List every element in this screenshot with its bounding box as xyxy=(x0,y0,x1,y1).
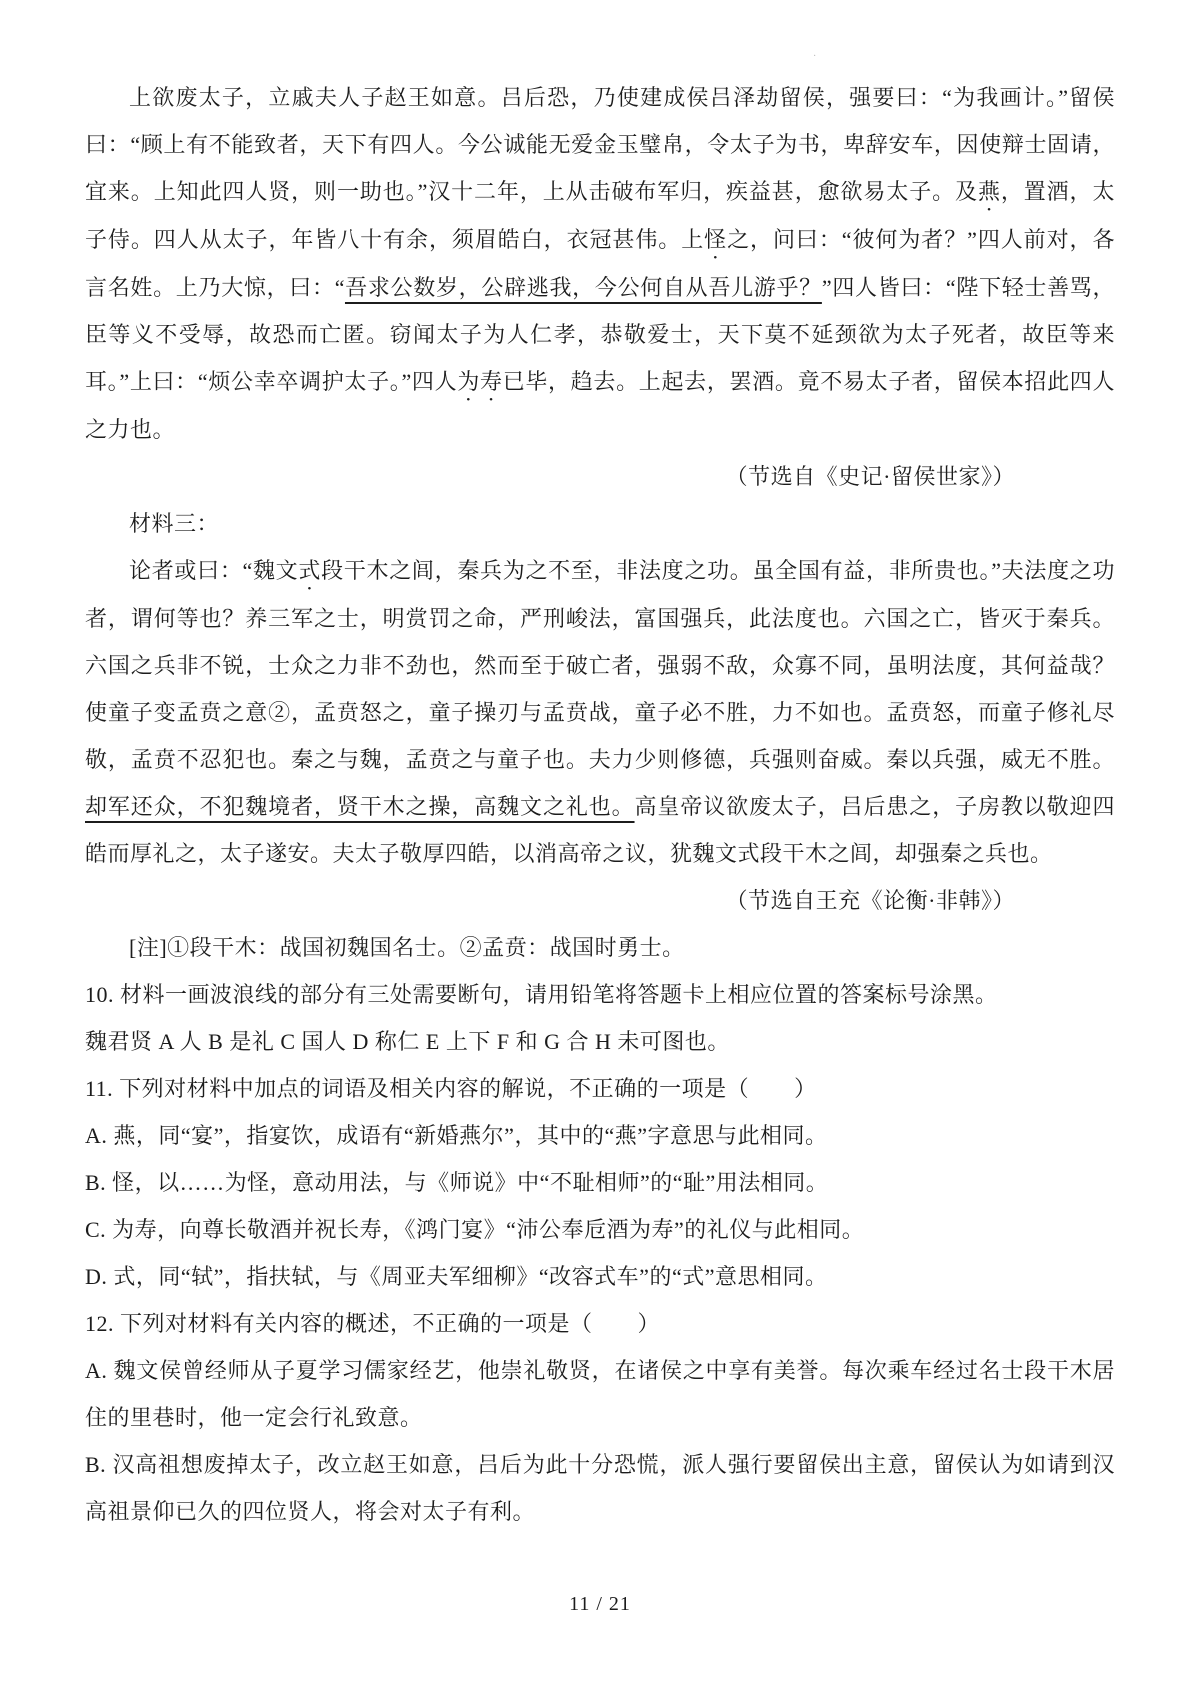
text-run: 论者或曰：“魏文 xyxy=(129,558,299,583)
question-11-option-a xyxy=(85,1112,1115,1159)
question-10 xyxy=(85,971,1115,1018)
text-run: [注]①段干木：战国初魏国名士。②孟贲：战国时勇士。 xyxy=(129,935,685,960)
text-run: 材料三： xyxy=(129,511,220,536)
text-run: B. 汉高祖想废掉太子，改立赵王如意，吕后为此十分恐慌，派人强行要留侯出主意，留侯认为如请到汉高祖景仰已久的四位贤人，将会对太子有利。 xyxy=(85,1452,1115,1524)
emphasis-dotted-text: 怪 xyxy=(704,227,728,252)
text-run: 之，问曰：“彼何为者？”四人前对，各言名姓。上乃大惊，曰：“ xyxy=(85,227,1115,300)
text-run: （节选自《史记·留侯世家》） xyxy=(725,464,1015,489)
page-number: 11 / 21 xyxy=(569,1593,631,1615)
question-11-option-b xyxy=(85,1159,1115,1206)
text-run: A. 魏文侯曾经师从子夏学习儒家经艺，他崇礼敬贤，在诸侯之中享有美誉。每次乘车经过名士段干木居住的里巷时，他一定会行礼致意。 xyxy=(85,1358,1115,1430)
question-11-option-d xyxy=(85,1253,1115,1300)
text-run: 魏君贤 A 人 B 是礼 C 国人 D 称仁 E 上下 F 和 G 合 H 未可图也。 xyxy=(85,1029,730,1054)
question-12-option-a xyxy=(85,1347,1115,1441)
underlined-text: 却军还众，不犯魏境者，贤干木之操，高魏文之礼也。 xyxy=(85,794,635,819)
question-11-option-c xyxy=(85,1206,1115,1253)
text-run: D. 式，同“轼”，指扶轼，与《周亚夫军细柳》“改容式车”的“式”意思相同。 xyxy=(85,1264,828,1289)
citation-shiji xyxy=(85,453,1115,500)
text-run: ，置酒，太子侍。四人从太子，年皆八十有余，须眉皓白，衣冠甚伟。上 xyxy=(85,179,1115,252)
text-run: 已毕，趋去。上起去，罢酒。竟不易太子者，留侯本招此四人之力也。 xyxy=(85,369,1115,442)
text-run: 高皇帝议欲废太子，吕后患之，子房教以敬迎四皓而厚礼之，太子遂安。夫太子敬厚四皓，以消高帝之议，犹魏文式段干木之闾，却强秦之兵也。 xyxy=(85,794,1115,866)
text-run: ”四人皆曰：“陛下轻士善骂，臣等义不受辱，故恐而亡匿。窃闻太子为人仁孝，恭敬爱士，天下莫不延颈欲为太子死者，故臣等来耳。”上曰：“烦公幸卒调护太子。”四人 xyxy=(85,275,1116,394)
text-run: 上欲废太子，立戚夫人子赵王如意。吕后恐，乃使建成侯吕泽劫留侯，强要曰：“为我画计。”留侯曰：“顾上有不能致者，天下有四人。今公诚能无爱金玉璧帛，令太子为书，卑辞安车，因使辩士固请，宜来。上知此四人贤，则一助也。”汉十二年，上从击破布军归，疾益甚，愈欲易太子。及 xyxy=(85,85,1115,204)
material-three-paragraph xyxy=(85,547,1115,877)
sentence-segmentation-line xyxy=(85,1018,1115,1065)
text-run: B. 怪，以……为怪，意动用法，与《师说》中“不耻相师”的“耻”用法相同。 xyxy=(85,1170,829,1195)
text-run: 段干木之闾，秦兵为之不至，非法度之功。虽全国有益，非所贵也。”夫法度之功者，谓何等也？养三军之士，明赏罚之命，严刑峻法，富国强兵，此法度也。六国之亡，皆灭于秦兵。六国之兵非不锐，士众之力非不劲也，然而至于破亡者，强弱不敌，众寡不同，虽明法度，其何益哉？使童子变孟贲之意②，孟贲怒之，童子操刃与孟贲战，童子必不胜，力不如也。孟贲怒，而童子修礼尽敬，孟贲不忍犯也。秦之与魏，孟贲之与童子也。夫力少则修德，兵强则奋威。秦以兵强，威无不胜。 xyxy=(85,558,1115,772)
document-body xyxy=(85,74,1115,1535)
material-two-paragraph xyxy=(85,74,1115,453)
text-run: 11. 下列对材料中加点的词语及相关内容的解说，不正确的一项是（ ） xyxy=(85,1076,817,1101)
citation-lunheng xyxy=(85,877,1115,924)
emphasis-dotted-text: 燕 xyxy=(977,179,1001,204)
text-run: 10. 材料一画波浪线的部分有三处需要断句，请用铅笔将答题卡上相应位置的答案标号涂黑。 xyxy=(85,982,998,1007)
text-run: A. 燕，同“宴”，指宴饮，成语有“新婚燕尔”，其中的“燕”字意思与此相同。 xyxy=(85,1123,828,1148)
material-three-heading xyxy=(85,500,1115,547)
text-run: 12. 下列对材料有关内容的概述，不正确的一项是（ ） xyxy=(85,1311,661,1336)
text-run: （节选自王充《论衡·非韩》） xyxy=(725,888,1015,913)
note-line xyxy=(85,924,1115,971)
underlined-text: 吾求公数岁，公辟逃我，今公何自从吾儿游乎？ xyxy=(344,275,822,300)
question-11 xyxy=(85,1065,1115,1112)
question-12 xyxy=(85,1300,1115,1347)
emphasis-dotted-text: 式 xyxy=(298,558,322,583)
text-run: C. 为寿，向尊长敬酒并祝长寿，《鸿门宴》“沛公奉卮酒为寿”的礼仪与此相同。 xyxy=(85,1217,865,1242)
emphasis-dotted-text: 为寿 xyxy=(457,369,503,394)
question-12-option-b xyxy=(85,1441,1115,1535)
stray-mark: · xyxy=(813,51,817,62)
